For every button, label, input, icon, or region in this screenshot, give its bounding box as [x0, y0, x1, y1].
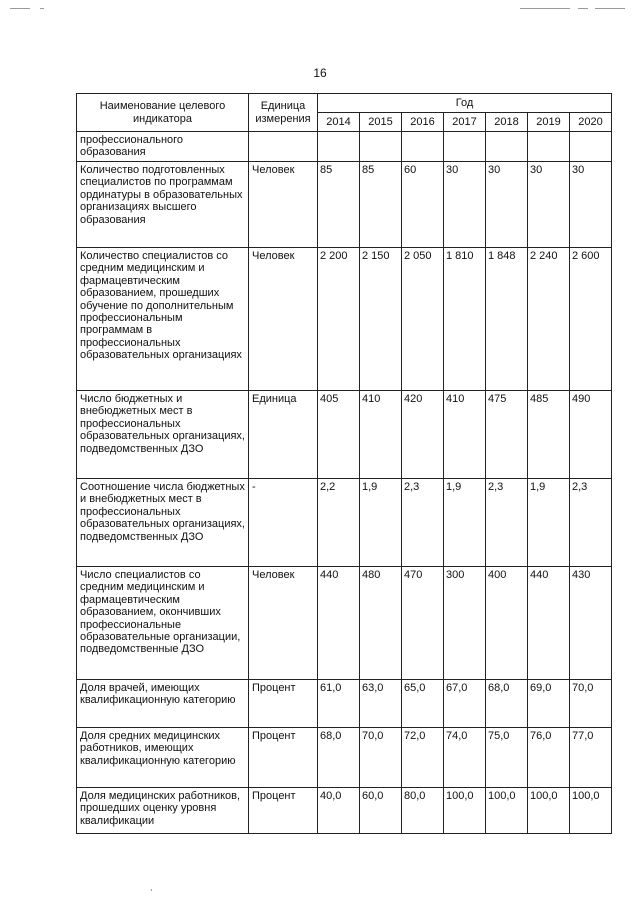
indicator-value: 77,0 [570, 728, 612, 788]
indicator-value: 76,0 [528, 728, 570, 788]
indicator-value: 1 848 [486, 248, 528, 391]
indicator-value: 2,2 [318, 479, 360, 567]
indicator-value: 69,0 [528, 680, 570, 728]
indicator-value: 30 [444, 162, 486, 248]
indicator-value [402, 132, 444, 162]
header-year: 2016 [402, 113, 444, 132]
header-year: 2020 [570, 113, 612, 132]
scan-mark [578, 8, 588, 9]
indicator-value [486, 132, 528, 162]
scan-artifact: , [150, 882, 153, 892]
header-year: 2015 [360, 113, 402, 132]
indicator-value: 74,0 [444, 728, 486, 788]
indicator-name: профессионального образования [77, 132, 249, 162]
indicator-value: 40,0 [318, 788, 360, 834]
indicator-value: 100,0 [444, 788, 486, 834]
indicator-value: 63,0 [360, 680, 402, 728]
table-row [77, 248, 612, 391]
table-row [77, 479, 612, 567]
indicator-value: 30 [486, 162, 528, 248]
indicator-value: 61,0 [318, 680, 360, 728]
indicator-unit [249, 132, 318, 162]
table-row [77, 391, 612, 479]
indicator-value [318, 132, 360, 162]
indicator-value: 30 [528, 162, 570, 248]
indicator-value: 65,0 [402, 680, 444, 728]
indicator-unit: Единица [249, 391, 318, 479]
indicator-value: 475 [486, 391, 528, 479]
indicator-unit: Человек [249, 567, 318, 680]
scan-mark [10, 8, 30, 9]
table-row [77, 567, 612, 680]
indicator-value: 100,0 [486, 788, 528, 834]
indicator-value: 68,0 [486, 680, 528, 728]
indicator-unit: Процент [249, 728, 318, 788]
indicator-value: 100,0 [528, 788, 570, 834]
table-header [77, 94, 612, 132]
indicator-value: 2 240 [528, 248, 570, 391]
indicator-value: 72,0 [402, 728, 444, 788]
indicator-value: 440 [318, 567, 360, 680]
indicator-value: 1,9 [444, 479, 486, 567]
indicator-value: 75,0 [486, 728, 528, 788]
table-row [77, 162, 612, 248]
indicator-value: 405 [318, 391, 360, 479]
indicator-name: Число специалистов со средним медицинским и фармацевтическим образованием, окончивших профессиональные образовательные организации, подведомственные ДЗО [77, 567, 249, 680]
indicator-value: 60 [402, 162, 444, 248]
indicator-value: 485 [528, 391, 570, 479]
indicator-value: 70,0 [360, 728, 402, 788]
indicator-value: 490 [570, 391, 612, 479]
indicator-value [444, 132, 486, 162]
indicator-value: 85 [318, 162, 360, 248]
scan-mark [520, 8, 570, 9]
indicator-value: 410 [444, 391, 486, 479]
indicator-value: 440 [528, 567, 570, 680]
indicator-value [570, 132, 612, 162]
header-year-group: Год [318, 94, 612, 113]
indicator-value: 68,0 [318, 728, 360, 788]
header-year: 2017 [444, 113, 486, 132]
table-row [77, 728, 612, 788]
table-row [77, 132, 612, 162]
indicator-value: 470 [402, 567, 444, 680]
indicator-value: 2,3 [486, 479, 528, 567]
header-year: 2014 [318, 113, 360, 132]
indicator-value [528, 132, 570, 162]
table-row [77, 680, 612, 728]
indicator-value: 1,9 [360, 479, 402, 567]
indicator-value: 67,0 [444, 680, 486, 728]
indicator-value: 410 [360, 391, 402, 479]
indicator-unit: - [249, 479, 318, 567]
indicator-name: Количество специалистов со средним медицинским и фармацевтическим образованием, прошедших обучение по дополнительным профессиональным программам в профессиональных образовательных организациях [77, 248, 249, 391]
table-row [77, 788, 612, 834]
indicator-value: 1 810 [444, 248, 486, 391]
scan-mark [595, 8, 625, 9]
indicator-value: 420 [402, 391, 444, 479]
indicator-value: 2 150 [360, 248, 402, 391]
indicator-unit: Человек [249, 248, 318, 391]
indicator-value: 2 200 [318, 248, 360, 391]
indicator-name: Доля врачей, имеющих квалификационную категорию [77, 680, 249, 728]
indicator-value: 2,3 [402, 479, 444, 567]
header-year: 2018 [486, 113, 528, 132]
indicator-value: 1,9 [528, 479, 570, 567]
header-indicator-name: Наименование целевого индикатора [77, 94, 249, 132]
indicator-value: 30 [570, 162, 612, 248]
indicator-value: 80,0 [402, 788, 444, 834]
indicator-name: Доля медицинских работников, прошедших оценку уровня квалификации [77, 788, 249, 834]
indicator-value: 480 [360, 567, 402, 680]
header-year: 2019 [528, 113, 570, 132]
indicator-value: 2,3 [570, 479, 612, 567]
indicator-name: Количество подготовленных специалистов по программам ординатуры в образовательных организациях высшего образования [77, 162, 249, 248]
indicator-value: 300 [444, 567, 486, 680]
indicator-unit: Процент [249, 788, 318, 834]
indicator-value: 2 050 [402, 248, 444, 391]
indicator-value: 60,0 [360, 788, 402, 834]
scan-mark [40, 8, 44, 9]
indicator-name: Соотношение числа бюджетных и внебюджетных мест в профессиональных образовательных организациях, подведомственных ДЗО [77, 479, 249, 567]
header-unit: Единица измерения [249, 94, 318, 132]
page-number: 16 [313, 66, 327, 80]
indicator-value: 2 600 [570, 248, 612, 391]
indicator-table [76, 93, 612, 834]
indicator-value [360, 132, 402, 162]
indicator-name: Число бюджетных и внебюджетных мест в профессиональных образовательных организациях, подведомственных ДЗО [77, 391, 249, 479]
indicator-unit: Человек [249, 162, 318, 248]
indicator-value: 70,0 [570, 680, 612, 728]
indicator-value: 400 [486, 567, 528, 680]
indicator-value: 430 [570, 567, 612, 680]
indicator-value: 100,0 [570, 788, 612, 834]
indicator-name: Доля средних медицинских работников, имеющих квалификационную категорию [77, 728, 249, 788]
indicator-value: 85 [360, 162, 402, 248]
indicator-unit: Процент [249, 680, 318, 728]
